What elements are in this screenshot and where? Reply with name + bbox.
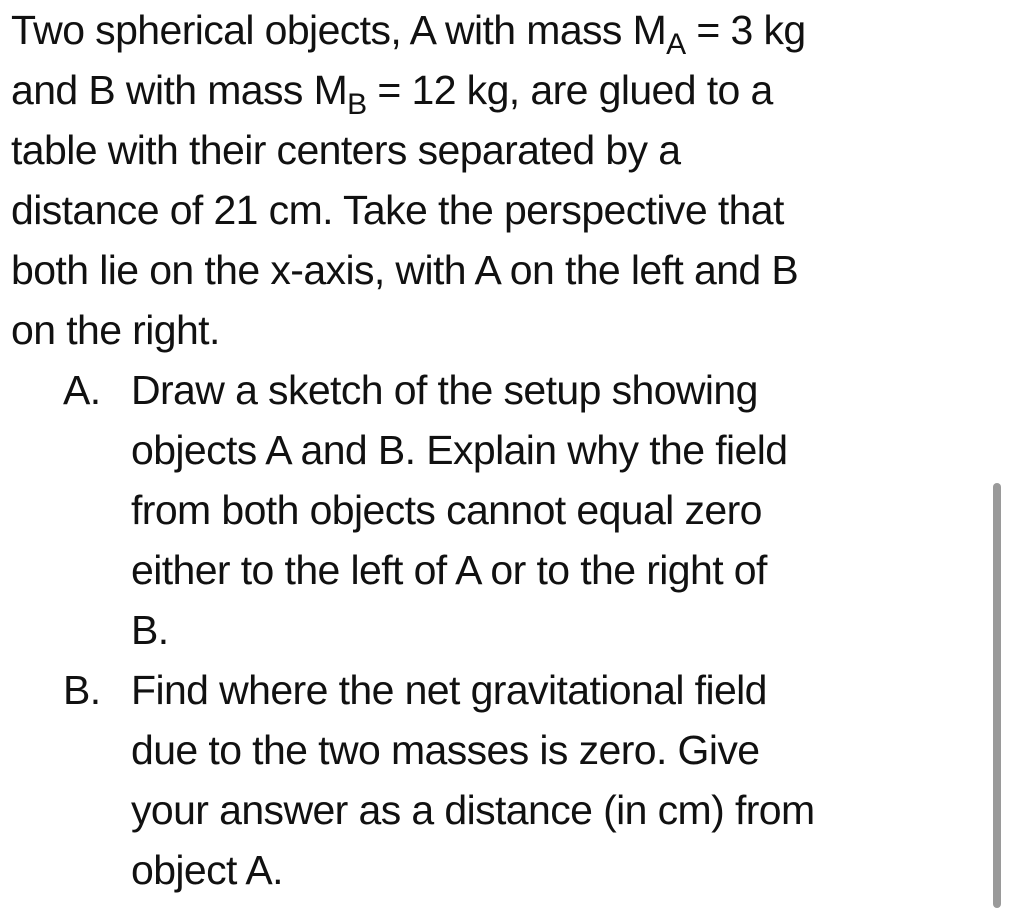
question-part-a <box>11 360 981 660</box>
vertical-scrollbar[interactable] <box>993 483 1001 908</box>
question-line: due to the two masses is zero. Give <box>131 727 760 773</box>
problem-document <box>11 0 981 900</box>
question-line: from both objects cannot equal zero <box>131 487 762 533</box>
intro-text: = 3 kg <box>685 7 806 53</box>
intro-text: and B with mass M <box>11 67 348 113</box>
question-line: either to the left of A or to the right of <box>131 547 767 593</box>
question-line: object A. <box>131 847 283 893</box>
intro-line <box>11 0 981 60</box>
question-part-b <box>11 660 981 900</box>
mass-subscript-a: A <box>666 28 686 61</box>
intro-text: = 12 kg, are glued to a <box>366 67 773 113</box>
question-text <box>131 360 981 660</box>
question-line: B. <box>131 607 169 653</box>
question-line: your answer as a distance (in cm) from <box>131 787 815 833</box>
list-marker: B. <box>63 667 101 713</box>
question-line: objects A and B. Explain why the field <box>131 427 788 473</box>
question-line: Find where the net gravitational field <box>131 667 767 713</box>
question-text <box>131 660 981 900</box>
intro-text: Two spherical objects, A with mass M <box>11 7 667 53</box>
question-line: Draw a sketch of the setup showing <box>131 367 758 413</box>
mass-subscript-b: B <box>347 88 367 121</box>
list-marker: A. <box>63 367 101 413</box>
question-list <box>11 360 981 900</box>
intro-line: table with their centers separated by a <box>11 127 681 173</box>
problem-intro <box>11 0 981 360</box>
intro-line: both lie on the x-axis, with A on the left and B <box>11 247 799 293</box>
intro-line: on the right. <box>11 307 220 353</box>
intro-line: distance of 21 cm. Take the perspective that <box>11 187 784 233</box>
intro-line <box>11 60 981 120</box>
